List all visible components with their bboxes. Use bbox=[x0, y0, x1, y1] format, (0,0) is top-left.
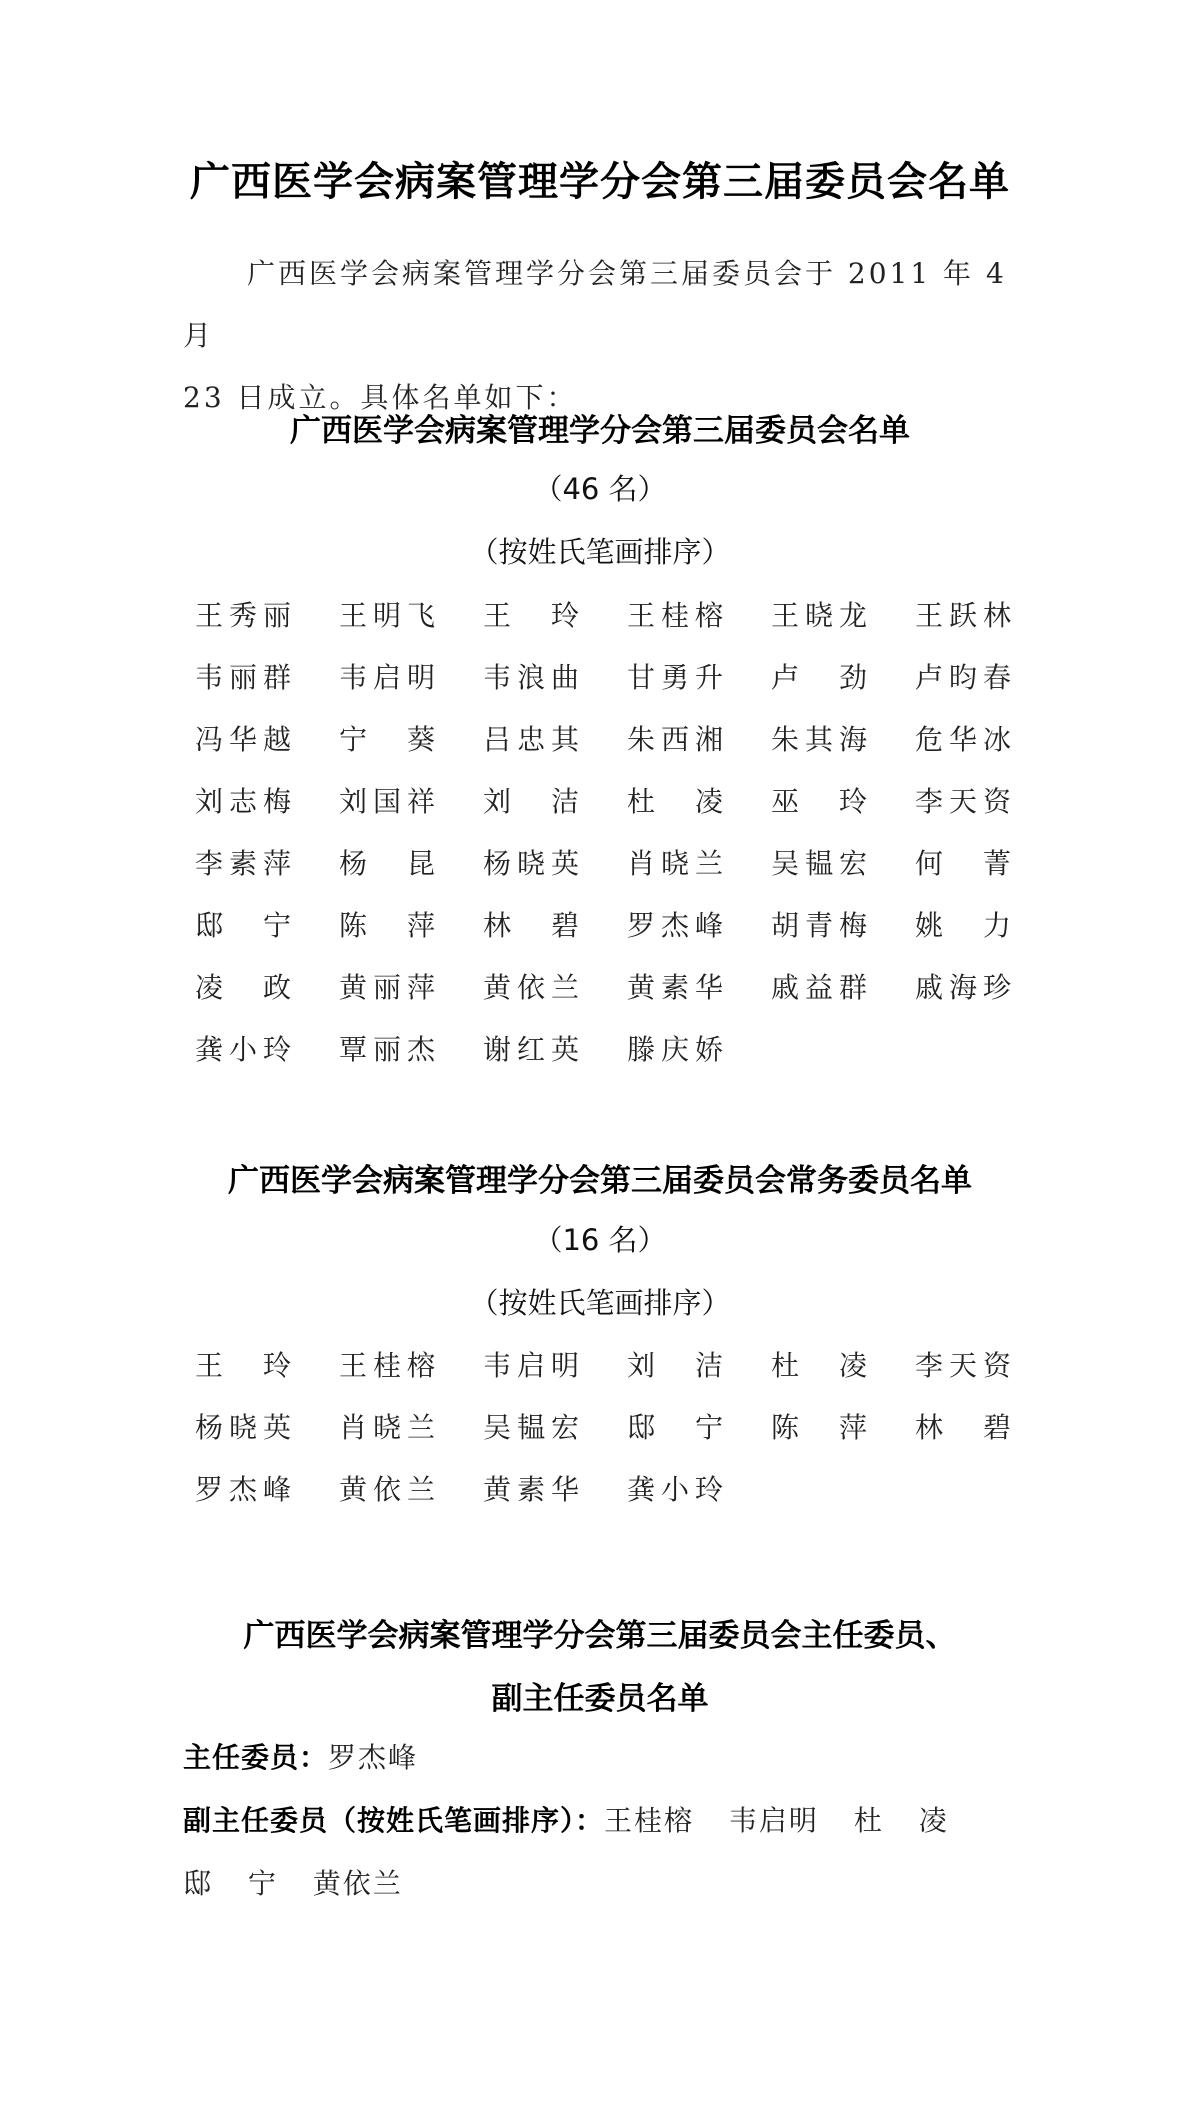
standing-committee-count: （16 名） bbox=[533, 1223, 667, 1257]
member-name: 戚 海 珍 bbox=[915, 971, 1011, 1004]
member-name: 韦 启 明 bbox=[339, 661, 435, 694]
chair-row bbox=[183, 1736, 1023, 1776]
member-name: 李 素 萍 bbox=[195, 847, 291, 880]
member-name: 朱 西 湘 bbox=[627, 723, 723, 756]
member-name: 卢 昀 春 bbox=[915, 661, 1011, 694]
member-name: 王 玲 bbox=[483, 599, 579, 632]
member-name: 邸 宁 bbox=[195, 909, 291, 942]
member-name: 邸 宁 bbox=[627, 1411, 723, 1444]
member-name: 杨 昆 bbox=[339, 847, 435, 880]
member-name: 林 碧 bbox=[915, 1411, 1011, 1444]
member-name: 谢 红 英 bbox=[483, 1033, 579, 1066]
committee-member-grid bbox=[195, 583, 1015, 1079]
member-name: 黄 素 华 bbox=[483, 1473, 579, 1506]
member-name: 刘 国 祥 bbox=[339, 785, 435, 818]
member-name: 刘 洁 bbox=[483, 785, 579, 818]
member-name: 李 天 资 bbox=[915, 785, 1011, 818]
committee-title: 广西医学会病案管理学分会第三届委员会名单 bbox=[290, 413, 910, 449]
document-title: 广西医学会病案管理学分会第三届委员会名单 bbox=[190, 159, 1010, 205]
member-name: 甘 勇 升 bbox=[627, 661, 723, 694]
member-name: 罗 杰 峰 bbox=[627, 909, 723, 942]
member-name: 林 碧 bbox=[483, 909, 579, 942]
standing-committee-title: 广西医学会病案管理学分会第三届委员会常务委员名单 bbox=[228, 1163, 972, 1199]
member-name: 王 桂 榕 bbox=[339, 1349, 435, 1382]
member-name: 陈 萍 bbox=[339, 909, 435, 942]
intro-paragraph bbox=[183, 243, 1018, 429]
member-name: 韦 启 明 bbox=[483, 1349, 579, 1382]
member-name: 刘 洁 bbox=[627, 1349, 723, 1382]
member-name: 黄 丽 萍 bbox=[339, 971, 435, 1004]
member-name: 王 玲 bbox=[195, 1349, 291, 1382]
member-name: 龚 小 玲 bbox=[627, 1473, 723, 1506]
member-name: 龚 小 玲 bbox=[195, 1033, 291, 1066]
member-name: 戚 益 群 bbox=[771, 971, 867, 1004]
member-name: 王 秀 丽 bbox=[195, 599, 291, 632]
member-name: 陈 萍 bbox=[771, 1411, 867, 1444]
member-name: 王 晓 龙 bbox=[771, 599, 867, 632]
vice-chair-names-line-1: 王桂榕 韦启明 杜 凌 bbox=[604, 1804, 949, 1837]
member-name: 吴 韫 宏 bbox=[771, 847, 867, 880]
vice-chair-row-continued bbox=[183, 1862, 1023, 1902]
member-name: 巫 玲 bbox=[771, 785, 867, 818]
member-name: 王 桂 榕 bbox=[627, 599, 723, 632]
member-name: 王 明 飞 bbox=[339, 599, 435, 632]
chair-name: 罗杰峰 bbox=[328, 1741, 419, 1774]
chair-label: 主任委员： bbox=[183, 1741, 329, 1774]
member-name: 危 华 冰 bbox=[915, 723, 1011, 756]
member-name: 黄 依 兰 bbox=[483, 971, 579, 1004]
vice-chair-names-line-2: 邸 宁 黄依兰 bbox=[183, 1867, 403, 1900]
committee-count: （46 名） bbox=[533, 472, 667, 506]
member-name: 冯 华 越 bbox=[195, 723, 291, 756]
member-name: 姚 力 bbox=[915, 909, 1011, 942]
member-name: 黄 素 华 bbox=[627, 971, 723, 1004]
member-name: 滕 庆 娇 bbox=[627, 1033, 723, 1066]
member-name: 杨 晓 英 bbox=[195, 1411, 291, 1444]
member-name: 刘 志 梅 bbox=[195, 785, 291, 818]
member-name: 韦 丽 群 bbox=[195, 661, 291, 694]
member-name: 肖 晓 兰 bbox=[339, 1411, 435, 1444]
member-name: 王 跃 林 bbox=[915, 599, 1011, 632]
member-name: 韦 浪 曲 bbox=[483, 661, 579, 694]
member-name: 杜 凌 bbox=[627, 785, 723, 818]
member-name: 黄 依 兰 bbox=[339, 1473, 435, 1506]
intro-line-2: 23 日成立。具体名单如下： bbox=[183, 381, 578, 414]
leaders-title-line-1: 广西医学会病案管理学分会第三届委员会主任委员、 bbox=[243, 1618, 957, 1654]
member-name: 宁 葵 bbox=[339, 723, 435, 756]
standing-member-grid bbox=[195, 1333, 1015, 1519]
member-name: 李 天 资 bbox=[915, 1349, 1011, 1382]
member-name: 肖 晓 兰 bbox=[627, 847, 723, 880]
member-name: 卢 劲 bbox=[771, 661, 867, 694]
member-name: 朱 其 海 bbox=[771, 723, 867, 756]
vice-chair-label: 副主任委员（按姓氏笔画排序）： bbox=[183, 1804, 605, 1837]
intro-line-1: 广西医学会病案管理学分会第三届委员会于 2011 年 4 月 bbox=[183, 257, 1007, 352]
leaders-title-line-2: 副主任委员名单 bbox=[491, 1681, 709, 1717]
member-name: 胡 青 梅 bbox=[771, 909, 867, 942]
vice-chair-row bbox=[183, 1799, 1023, 1839]
member-name: 覃 丽 杰 bbox=[339, 1033, 435, 1066]
member-name: 杜 凌 bbox=[771, 1349, 867, 1382]
standing-committee-order-note: （按姓氏笔画排序） bbox=[469, 1286, 731, 1320]
member-name: 凌 政 bbox=[195, 971, 291, 1004]
member-name: 吴 韫 宏 bbox=[483, 1411, 579, 1444]
member-name: 吕 忠 其 bbox=[483, 723, 579, 756]
committee-order-note: （按姓氏笔画排序） bbox=[469, 535, 731, 569]
member-name: 杨 晓 英 bbox=[483, 847, 579, 880]
member-name: 罗 杰 峰 bbox=[195, 1473, 291, 1506]
member-name: 何 菁 bbox=[915, 847, 1011, 880]
